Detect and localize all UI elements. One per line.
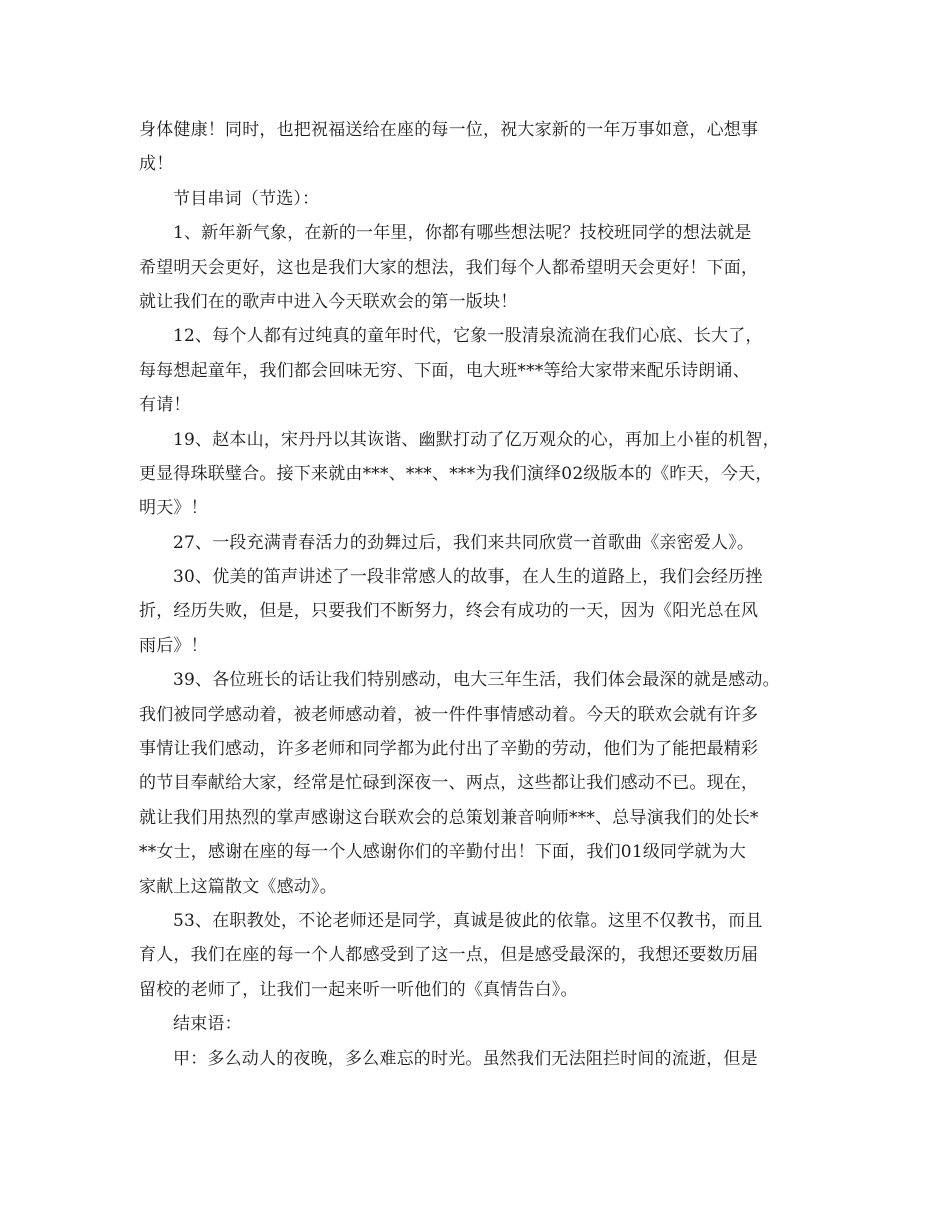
section-heading: 节目串词（节选）： — [173, 188, 320, 209]
text-line: 身体健康！同时，也把祝福送给在座的每一位，祝大家新的一年万事如意，心想事 — [139, 120, 759, 140]
text-line: 30、优美的笛声讲述了一段非常感人的故事，在人生的道路上，我们会经历挫 — [173, 567, 763, 588]
text-line: 甲：多么动人的夜晚，多么难忘的时光。虽然我们无法阻拦时间的流逝，但是 — [173, 1048, 758, 1069]
text-line: 我们被同学感动着，被老师感动着，被一件件事情感动着。今天的联欢会就有许多 — [139, 704, 759, 725]
text-line: 折，经历失败，但是，只要我们不断努力，终会有成功的一天，因为《阳光总在风 — [139, 601, 759, 622]
text-line: 1、新年新气象，在新的一年里，你都有哪些想法呢？技校班同学的想法就是 — [173, 223, 752, 244]
section-heading: 结束语： — [173, 1014, 242, 1035]
text-line: **女士，感谢在座的每一个人感谢你们的辛勤付出！下面，我们01级同学就为大 — [139, 842, 747, 863]
text-line: 更显得珠联璧合。接下来就由***、***、***为我们演绎02级版本的《昨天，今天， — [139, 463, 773, 484]
text-line: 12、每个人都有过纯真的童年时代，它象一股清泉流淌在我们心底、长大了， — [173, 326, 763, 347]
text-line: 就让我们用热烈的掌声感谢这台联欢会的总策划兼音响师***、总导演我们的处长* — [139, 807, 759, 828]
text-line: 53、在职教处，不论老师还是同学，真诚是彼此的依靠。这里不仅教书，而且 — [173, 910, 763, 931]
text-line: 留校的老师了，让我们一起来听一听他们的《真情告白》。 — [139, 979, 578, 1000]
text-line: 27、一段充满青春活力的劲舞过后，我们来共同欣赏一首歌曲《亲密爱人》。 — [173, 532, 755, 553]
text-line: 家献上这篇散文《感动》。 — [139, 876, 337, 897]
document-body — [139, 113, 829, 1076]
text-line: 雨后》！ — [139, 635, 208, 656]
text-line: 成！ — [139, 154, 174, 175]
text-line: 的节目奉献给大家，经常是忙碌到深夜一、两点，这些都让我们感动不已。现在， — [139, 773, 759, 794]
text-line: 希望明天会更好，这也是我们大家的想法，我们每个人都希望明天会更好！下面， — [139, 257, 759, 278]
text-line: 有请！ — [139, 395, 191, 416]
text-line: 育人，我们在座的每一个人都感受到了这一点，但是感受最深的，我想还要数历届 — [139, 945, 759, 966]
text-line: 39、各位班长的话让我们特别感动，电大三年生活，我们体会最深的就是感动。 — [173, 670, 780, 691]
text-line: 就让我们在的歌声中进入今天联欢会的第一版块！ — [139, 291, 518, 312]
text-line: 明天》！ — [139, 498, 208, 519]
text-line: 每每想起童年，我们都会回味无穷、下面，电大班***等给大家带来配乐诗朗诵、 — [139, 360, 750, 381]
text-line: 事情让我们感动，许多老师和同学都为此付出了辛勤的劳动，他们为了能把最精彩 — [139, 739, 759, 760]
text-line: 19、赵本山，宋丹丹以其诙谐、幽默打动了亿万观众的心，再加上小崔的机智， — [173, 429, 780, 450]
